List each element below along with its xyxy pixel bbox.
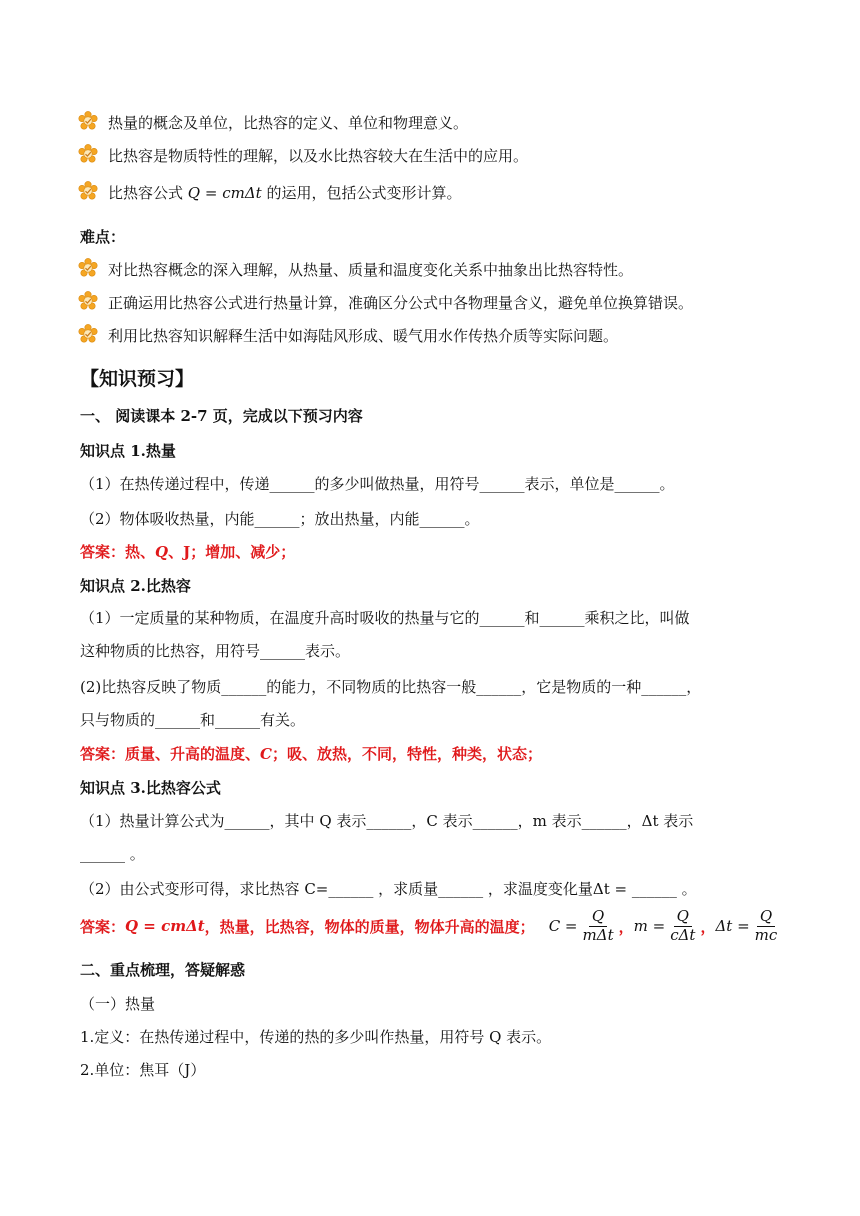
kp2-answer-c: C	[260, 745, 272, 763]
difficulty-heading: 难点：	[80, 228, 126, 246]
kp1-answer-a: 答案：热、	[80, 543, 156, 561]
fraction-c-lhs: C =	[548, 917, 578, 935]
kp3-answer-text: ，热量，比热容，物体的质量，物体升高的温度；	[204, 917, 535, 936]
fraction-c	[548, 906, 619, 944]
kp2-question-2b: 只与物质的______和______有关。	[80, 711, 306, 729]
preview-heading: 【知识预习】	[80, 368, 195, 390]
section1-heading: 一、 阅读课本 2-7 页，完成以下预习内容	[80, 407, 363, 425]
kp2-question-2a: (2)比热容反映了物质______的能力，不同物质的比热容一般______，它是物质的一种______，	[80, 678, 702, 696]
flower-bullet-icon	[78, 111, 98, 131]
difficulty-point-1: 对比热容概念的深入理解，从热量、质量和温度变化关系中抽象出比热容特性。	[108, 261, 634, 279]
section2-heading: 二、重点梳理，答疑解惑	[80, 961, 246, 979]
kp3-title: 知识点 3.比热容公式	[80, 779, 221, 797]
kp1-answer	[80, 541, 860, 562]
flower-bullet-icon	[78, 291, 98, 311]
key-point-2: 比热容是物质特性的理解，以及水比热容较大在生活中的应用。	[108, 147, 529, 165]
key-point-1: 热量的概念及单位，比热容的定义、单位和物理意义。	[108, 114, 469, 132]
kp1-question-1: （1）在热传递过程中，传递______的多少叫做热量，用符号______表示，单位是______。	[80, 475, 675, 493]
fraction-c-num: Q	[589, 909, 607, 927]
fraction-m-lhs: m =	[633, 917, 666, 935]
flower-bullet-icon	[78, 324, 98, 344]
fraction-m-num: Q	[674, 909, 692, 927]
kp3-question-1b: ______ 。	[80, 845, 145, 863]
fraction-t	[715, 906, 782, 944]
fraction-m	[633, 906, 701, 944]
flower-bullet-icon	[78, 181, 98, 201]
kp1-question-2: （2）物体吸收热量，内能______；放出热量，内能______。	[80, 510, 480, 528]
formula-point-after: 的运用，包括公式变形计算。	[266, 184, 462, 202]
kp2-answer-b: ；吸、放热，不同，特性，种类，状态；	[271, 745, 542, 763]
difficulty-point-2: 正确运用比热容公式进行热量计算，准确区分公式中各物理量含义，避免单位换算错误。	[108, 294, 694, 312]
kp2-answer-a: 答案：质量、升高的温度、	[80, 745, 261, 763]
kp2-question-1b: 这种物质的比热容，用符号______表示。	[80, 642, 351, 660]
kp1-answer-b: 、J；增加、减少；	[168, 543, 296, 561]
kp3-answer-formula: Q = cmΔt	[125, 917, 205, 935]
formula-point-formula: Q = cmΔt	[187, 184, 262, 202]
kp2-answer	[80, 743, 860, 764]
fraction-t-num: Q	[757, 909, 775, 927]
key-point-3	[108, 182, 461, 203]
kp2-question-1a: （1）一定质量的某种物质，在温度升高时吸收的热量与它的______和______乘积之比，叫做	[80, 609, 690, 627]
kp3-answer-label: 答案：	[80, 917, 126, 936]
fraction-t-lhs: Δt =	[715, 917, 750, 935]
difficulty-point-3: 利用比热容知识解释生活中如海陆风形成、暖气用水作传热介质等实际问题。	[108, 327, 619, 345]
kp1-title: 知识点 1.热量	[80, 442, 176, 460]
kp2-title: 知识点 2.比热容	[80, 577, 191, 595]
definition-line: 1.定义：在热传递过程中，传递的热的多少叫作热量，用符号 Q 表示。	[80, 1028, 552, 1046]
kp3-question-2: （2）由公式变形可得，求比热容 C=______ ，求质量______ ，求温度变化量Δt = ______ 。	[80, 880, 697, 898]
fraction-m-den: cΔt	[670, 925, 696, 944]
fraction-t-den: mc	[754, 925, 778, 944]
kp3-question-1a: （1）热量计算公式为______，其中 Q 表示______，C 表示______，m 表示______，Δt 表示	[80, 812, 694, 830]
formula-point-before: 比热容公式	[108, 184, 184, 202]
kp3-answer: 答案： Q = cmΔt ，热量，比热容，物体的质量，物体升高的温度； C = $\frac{Q}{\text{mΔt}}$ ， m = $\frac{Q}{\text{cΔt}}$ ， Δt = $\frac{Q}{mc}$	[80, 903, 860, 949]
flower-bullet-icon	[78, 258, 98, 278]
kp1-answer-q: Q	[155, 543, 169, 561]
sub1-heading: （一）热量	[80, 995, 156, 1013]
fraction-c-den: mΔt	[582, 925, 614, 944]
unit-line: 2.单位：焦耳（J）	[80, 1061, 206, 1079]
flower-bullet-icon	[78, 144, 98, 164]
